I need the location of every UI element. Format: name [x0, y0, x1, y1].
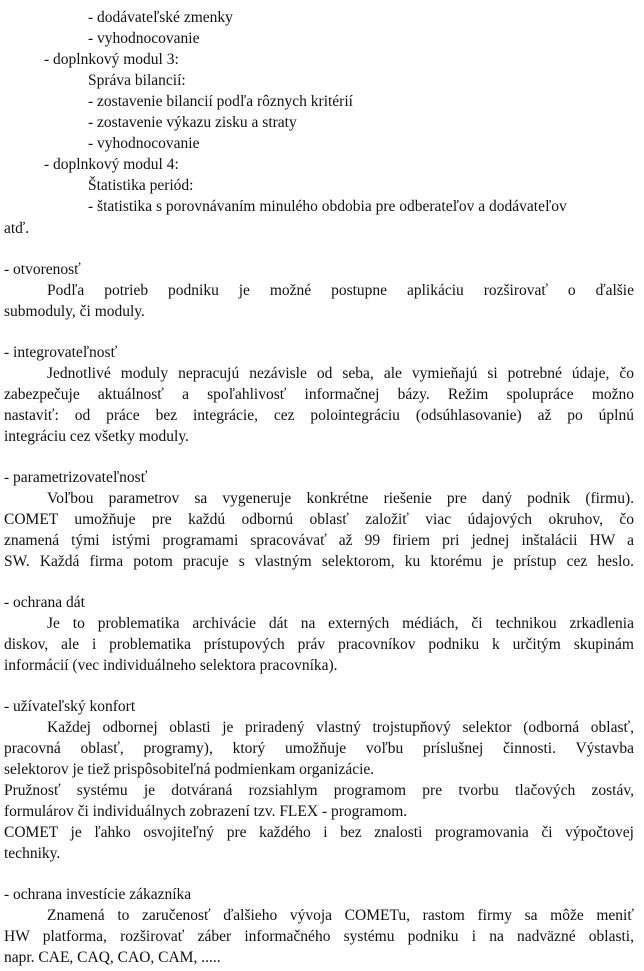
module-3-title: - doplnkový modul 3:	[44, 51, 179, 68]
paragraph-line: COMET je ľahko osvojiteľný pre každého i bez znalosti programovania či výpočtovej	[4, 824, 634, 841]
paragraph-line: informácií (vec individuálneho selektora pracovníka).	[4, 657, 338, 674]
paragraph-line: Každej odbornej oblasti je priradený vlastný trojstupňový selektor (odborná oblasť,	[47, 719, 634, 736]
section-heading-parametrizovatelnost: - parametrizovateľnosť	[4, 469, 148, 486]
module-3-item-3: - vyhodnocovanie	[88, 135, 200, 152]
section-heading-ochrana-dat: - ochrana dát	[4, 594, 85, 611]
paragraph-line: Voľbou parametrov sa vygeneruje konkrétne riešenie pre daný podnik (firmu).	[47, 490, 634, 507]
paragraph-line: Je to problematika archivácie dát na externých médiách, či technikou zrkadlenia	[47, 615, 634, 632]
paragraph-line: submoduly, či moduly.	[4, 303, 145, 320]
module-4-title: - doplnkový modul 4:	[44, 156, 179, 173]
paragraph-line: COMET umožňuje pre každú odbornú oblasť založiť viac údajových okruhov, čo	[4, 511, 634, 528]
paragraph-line: SW. Každá firma potom pracuje s vlastným selektorom, ku ktorému je prístup cez heslo.	[4, 553, 634, 570]
paragraph-line: integráciu cez všetky moduly.	[4, 428, 189, 445]
paragraph-line: pracovná oblasť, programy), ktorý umožňuje voľbu príslušnej činnosti. Výstavba	[4, 740, 634, 757]
paragraph-line: zabezpečuje aktuálnosť a spoľahlivosť informačnej bázy. Režim spolupráce možno	[4, 386, 634, 403]
paragraph-line: nastaviť: od práce bez integrácie, cez polointegráciu (odsúhlasovanie) až po úplnú	[4, 407, 634, 424]
paragraph-line: techniky.	[4, 845, 61, 862]
paragraph-line: Pružnosť systému je dotváraná rozsiahlym programom pre tvorbu tlačových zostáv,	[4, 782, 634, 799]
section-heading-integrovatelnost: - integrovateľnosť	[4, 344, 118, 361]
section-heading-otvorenost: - otvorenosť	[4, 261, 81, 278]
module-4-item-1-cont: atď.	[4, 220, 30, 237]
paragraph-line: znamená tými istými programami spracovávať až 99 firiem pri jednej inštalácii HW a	[4, 532, 634, 549]
paragraph-line: diskov, ale i problematika prístupových práv pracovníkov podniku k určitým skupinám	[4, 636, 634, 653]
module-3-item-1: - zostavenie bilancií podľa rôznych kritérií	[88, 93, 353, 110]
paragraph-line: Znamená to zaručenosť ďalšieho vývoja COMETu, rastom firmy sa môže meniť	[47, 907, 634, 924]
section-heading-ochrana-investicie: - ochrana investície zákazníka	[4, 886, 192, 903]
paragraph-line: formulárov či individuálnych zobrazení tzv. FLEX - programom.	[4, 803, 408, 820]
module-3-item-2: - zostavenie výkazu zisku a straty	[88, 114, 297, 131]
module-2-item-1: - dodávateľské zmenky	[88, 9, 233, 26]
module-4-name: Štatistika periód:	[88, 177, 194, 194]
module-3-name: Správa bilancií:	[88, 72, 186, 89]
module-4-item-1: - štatistika s porovnávaním minulého obdobia pre odberateľov a dodávateľov	[88, 198, 567, 215]
paragraph-line: HW platforma, rozširovať záber informačného systému podniku i na nadväzné oblasti,	[4, 928, 634, 945]
paragraph-line: napr. CAE, CAQ, CAO, CAM, .....	[4, 949, 221, 966]
module-2-item-2: - vyhodnocovanie	[88, 30, 200, 47]
paragraph-line: Jednotlivé moduly nepracujú nezávisle od seba, ale vymieňajú si potrebné údaje, čo	[47, 365, 634, 382]
paragraph-line: Podľa potrieb podniku je možné postupne aplikáciu rozširovať o ďalšie	[47, 282, 634, 299]
paragraph-line: selektorov je tiež prispôsobiteľná podmienkam organizácie.	[4, 761, 375, 778]
section-heading-uzivatelsky-konfort: - užívateľský konfort	[4, 698, 136, 715]
